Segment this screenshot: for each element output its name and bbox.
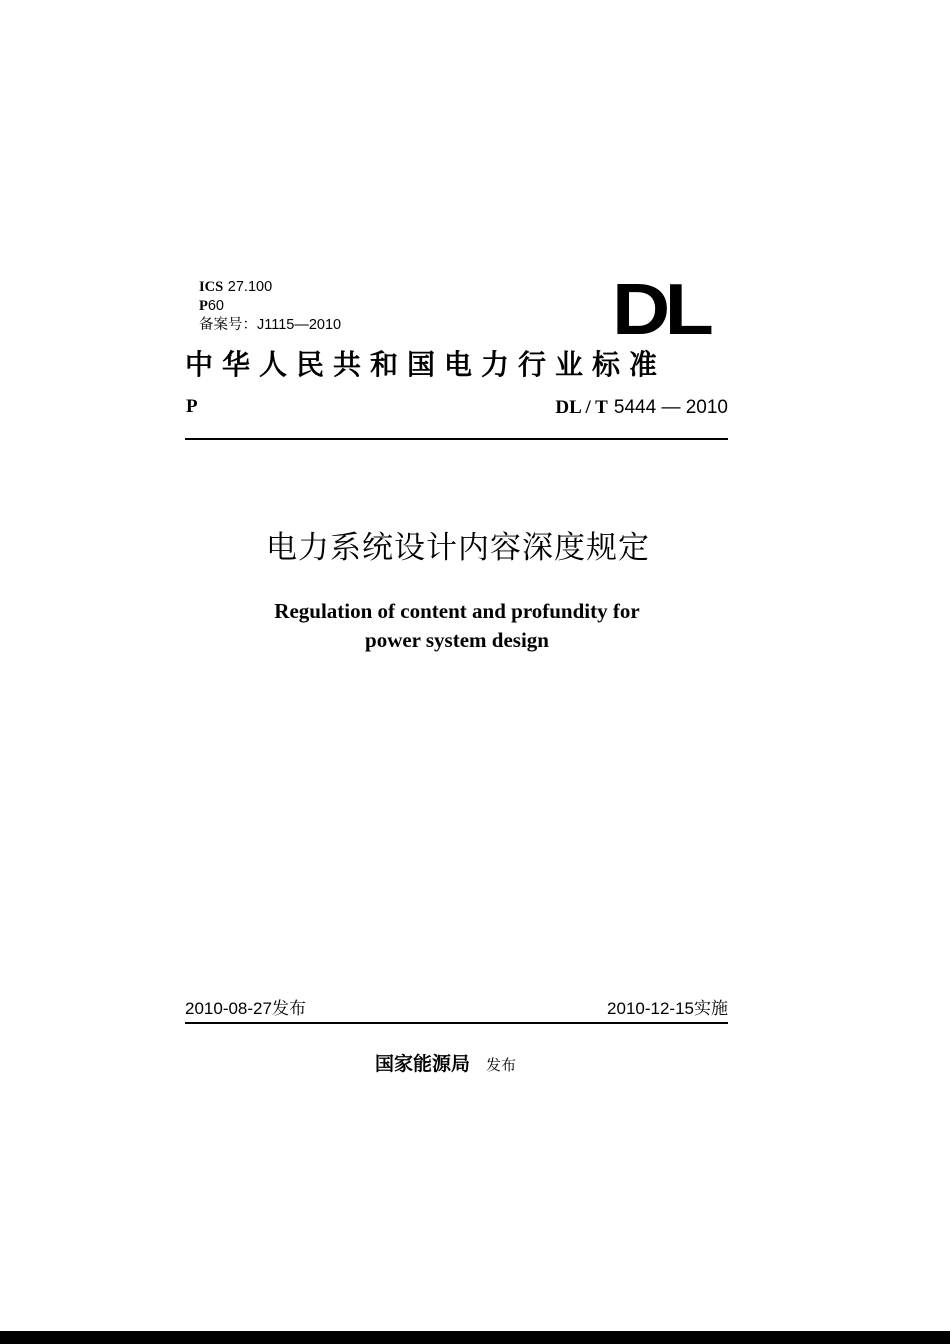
standard-prefix: DL / T [555, 397, 608, 418]
title-english-line2: power system design [365, 628, 549, 652]
publisher [375, 1052, 516, 1077]
ics-line [199, 278, 272, 296]
title-english-line1: Regulation of content and profundity for [274, 599, 640, 623]
classification-code: P [186, 396, 198, 417]
implement-date-value: 2010-12-15 [607, 999, 694, 1018]
ccs-key: P [199, 298, 208, 314]
filing-key: 备案号： [199, 317, 257, 333]
org-title: 中华人民共和国电力行业标准 [185, 348, 667, 381]
bottom-divider [185, 1022, 728, 1024]
publisher-name: 国家能源局 [375, 1053, 471, 1075]
issue-date-label: 发布 [271, 999, 306, 1019]
title-chinese: 电力系统设计内容深度规定 [266, 530, 650, 566]
ccs-value: 60 [207, 298, 224, 314]
ics-key: ICS [199, 279, 224, 295]
scan-edge-bar [0, 1331, 950, 1344]
implement-date [607, 998, 728, 1020]
top-divider [185, 438, 728, 440]
publisher-action: 发布 [486, 1056, 517, 1074]
issue-date-value: 2010-08-27 [185, 999, 272, 1018]
ics-value: 27.100 [227, 279, 273, 295]
standard-code: 5444 — 2010 [613, 397, 728, 418]
filing-value: J1115—2010 [257, 317, 342, 333]
ccs-line [199, 297, 224, 315]
issue-date [185, 998, 306, 1020]
filing-line [199, 316, 341, 334]
standard-number [555, 395, 728, 420]
implement-date-label: 实施 [694, 999, 728, 1019]
dl-logo: DL [612, 270, 709, 350]
